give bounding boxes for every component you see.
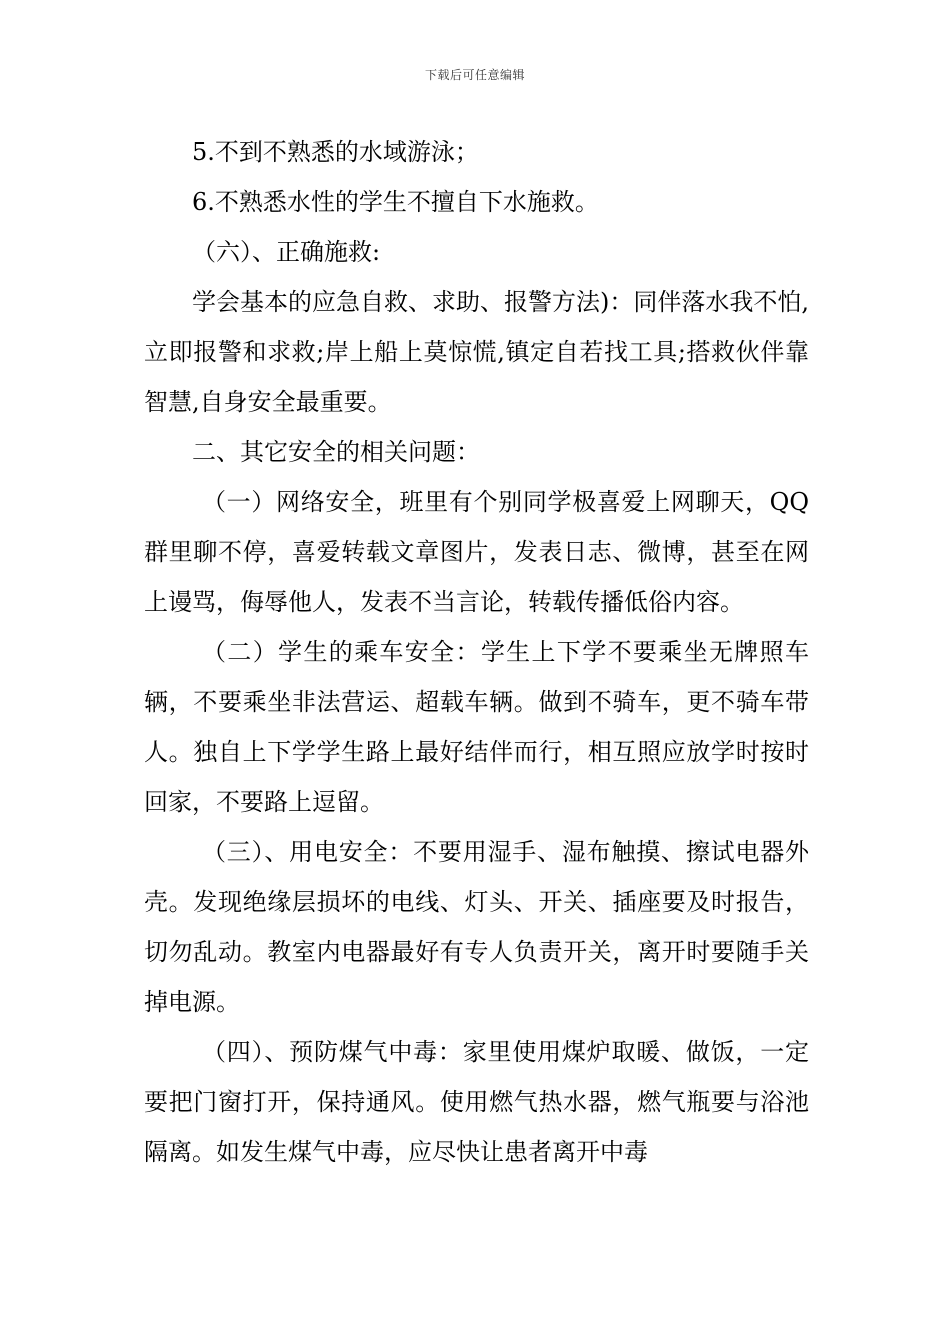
page-header: 下载后可任意编辑 — [424, 68, 525, 82]
document-body — [144, 127, 809, 1177]
paragraph-rule-6: 6.不熟悉水性的学生不擅自下水施救。 — [192, 188, 599, 216]
paragraph-rule-5: 5.不到不熟悉的水域游泳； — [192, 138, 479, 166]
paragraph-transport-safety: （二）学生的乘车安全：学生上下学不要乘坐无牌照车辆，不要乘坐非法营运、超载车辆。做到不骑车，更不骑车带人。独自上下学学生路上最好结伴而行，相互照应放学时按时回家，不要路上逗留。 — [144, 638, 809, 816]
section-heading-other-safety: 二、其它安全的相关问题： — [192, 438, 480, 466]
paragraph-gas-poisoning: （四）、预防煤气中毒：家里使用煤炉取暖、做饭，一定要把门窗打开，保持通风。使用燃气热水器，燃气瓶要与浴池隔离。如发生煤气中毒，应尽快让患者离开中毒 — [144, 1038, 809, 1166]
section-heading-correct-rescue: （六）、正确施救: — [192, 238, 381, 266]
paragraph-electric-safety: （三）、用电安全：不要用湿手、湿布触摸、擦试电器外壳。发现绝缘层损坏的电线、灯头、开关、插座要及时报告，切勿乱动。教室内电器最好有专人负责开关，离开时要随手关掉电源。 — [144, 838, 809, 1016]
paragraph-rescue-methods: 学会基本的应急自救、求助、报警方法)：同伴落水我不怕,立即报警和求救;岸上船上莫惊慌,镇定自若找工具;搭救伙伴靠智慧,自身安全最重要。 — [144, 288, 809, 416]
paragraph-network-safety: （一）网络安全，班里有个别同学极喜爱上网聊天，QQ群里聊不停，喜爱转载文章图片，发表日志、微博，甚至在网上谩骂，侮辱他人，发表不当言论，转载传播低俗内容。 — [144, 488, 809, 616]
